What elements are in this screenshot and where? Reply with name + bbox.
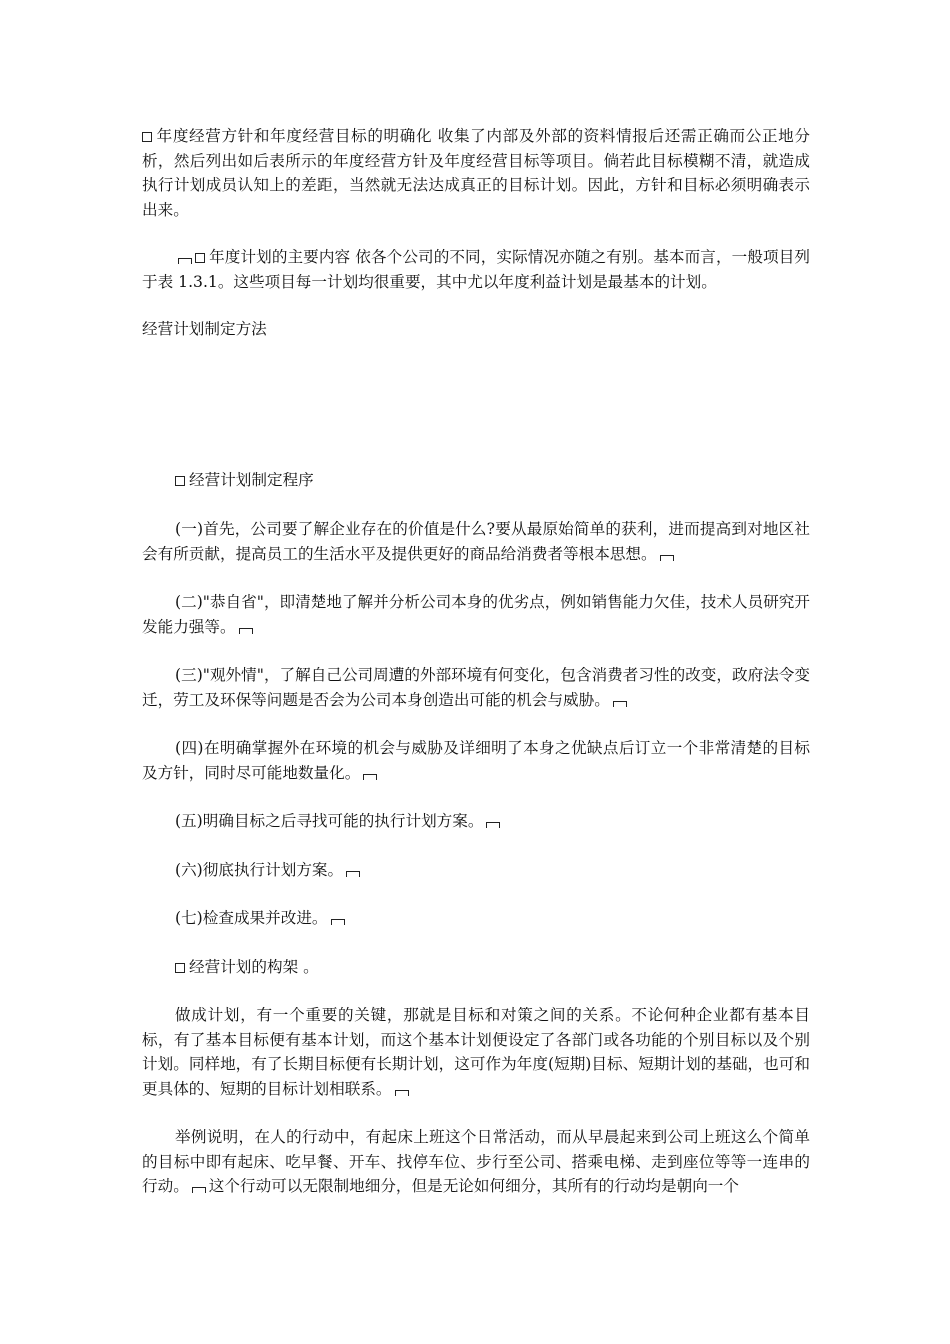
checkbox-square-icon [195,253,205,263]
procedure-step: (二)"恭自省"，即清楚地了解并分析公司本身的优劣点，例如销售能力欠佳，技术人员研究开发能力强等。 [142,593,810,636]
procedure-step: (三)"观外情"，了解自己公司周遭的外部环境有何变化，包含消费者习性的改变，政府法令变迁，劳工及环保等问题是否会为公司本身创造出可能的机会与威胁。 [142,666,810,709]
bracket-mark-icon [395,1090,409,1096]
procedure-step: (五)明确目标之后寻找可能的执行计划方案。 [142,809,810,834]
heading-plan-method: 经营计划制定方法 [142,320,267,338]
checkbox-square-icon [175,963,185,973]
bracket-mark-icon [331,919,345,925]
bracket-mark-icon [239,628,253,634]
procedure-step: (四)在明确掌握外在环境的机会与威胁及详细明了本身之优缺点后订立一个非常清楚的目标及方针，同时尽可能地数量化。 [142,739,810,782]
bracket-mark-icon [613,701,627,707]
procedure-step: (七)检查成果并改进。 [142,906,810,931]
bracket-mark-icon [660,555,674,561]
bracket-mark-icon [192,1187,206,1193]
bracket-mark-icon [486,822,500,828]
paragraph-annual-policy: 年度经营方针和年度经营目标的明确化 收集了内部及外部的资料情报后还需正确而公正地分析，然后列出如后表所示的年度经营方针及年度经营目标等项目。倘若此目标模糊不清，就造成执行计划成员认知上的差距，当然就无法达成真正的目标计划。因此，方针和目标必须明确表示出来。 [142,127,810,219]
procedure-step: (一)首先，公司要了解企业存在的价值是什么?要从最原始简单的获利，进而提高到对地区社会有所贡献，提高员工的生活水平及提供更好的商品给消费者等根本思想。 [142,520,810,563]
checkbox-square-icon [142,132,152,142]
bracket-mark-icon [363,774,377,780]
heading-plan-procedure: 经营计划制定程序 [142,468,810,493]
bracket-mark-icon [178,258,192,264]
bracket-mark-icon [346,871,360,877]
document-body [142,124,810,1199]
heading-plan-structure: 经营计划的构架 。 [142,955,810,980]
paragraph-example: 举例说明，在人的行动中，有起床上班这个日常活动，而从早晨起来到公司上班这么个简单的目标中即有起床、吃早餐、开车、找停车位、步行至公司、搭乘电梯、走到座位等等一连串的行动。 这个行动可以无限制地细分，但是无论如何细分，其所有的行动均是朝向一个 [142,1128,810,1195]
procedure-step: (六)彻底执行计划方案。 [142,858,810,883]
checkbox-square-icon [175,476,185,486]
paragraph-structure: 做成计划，有一个重要的关键，那就是目标和对策之间的关系。不论何种企业都有基本目标，有了基本目标便有基本计划，而这个基本计划便设定了各部门或各功能的个别目标以及个别计划。同样地，有了长期目标便有长期计划，这可作为年度(短期)目标、短期计划的基础，也可和更具体的、短期的目标计划相联系。 [142,1006,810,1098]
paragraph-annual-plan: 年度计划的主要内容 依各个公司的不同，实际情况亦随之有别。基本而言，一般项目列于表 1.3.1。这些项目每一计划均很重要，其中尤以年度利益计划是最基本的计划。 [142,248,810,291]
